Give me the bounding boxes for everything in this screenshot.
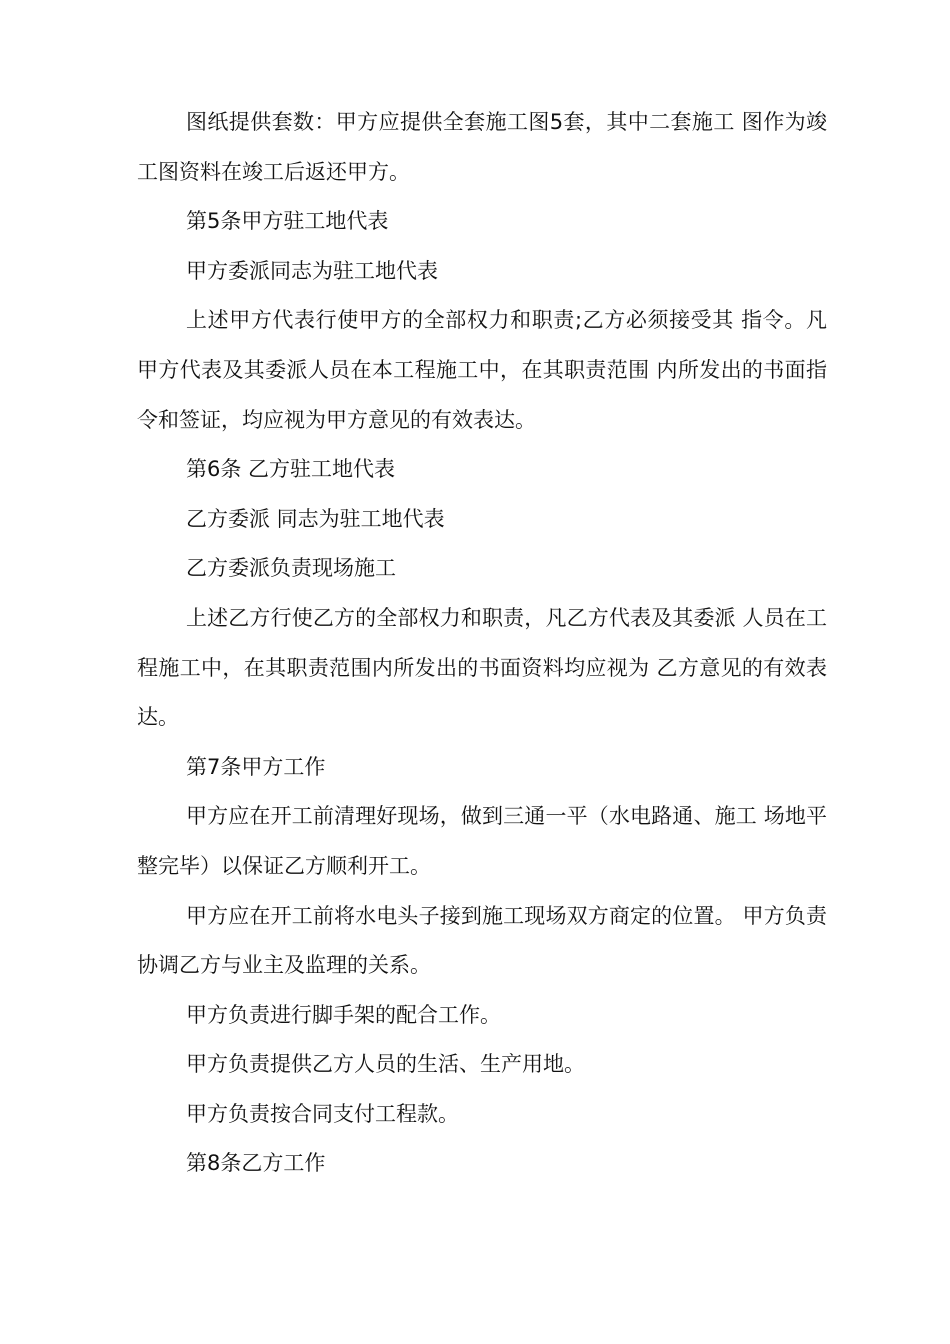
paragraph-drawing-sets: 图纸提供套数：甲方应提供全套施工图5套，其中二套施工 图作为竣工图资料在竣工后返还甲方。 [137, 110, 827, 184]
paragraph-scaffolding: 甲方负责进行脚手架的配合工作。 [186, 1002, 501, 1027]
paragraph-site-clearing: 甲方应在开工前清理好现场，做到三通一平（水电路通、施工 场地平整完毕）以保证乙方顺利开工。 [137, 804, 827, 878]
heading-article-7: 第7条甲方工作 [186, 754, 326, 779]
heading-article-5: 第5条甲方驻工地代表 [186, 209, 389, 234]
paragraph-payment: 甲方负责按合同支付工程款。 [186, 1101, 459, 1126]
paragraph-party-b-site-lead: 乙方委派负责现场施工 [186, 556, 396, 581]
heading-article-8: 第8条乙方工作 [186, 1151, 326, 1176]
paragraph-party-a-authority: 上述甲方代表行使甲方的全部权力和职责;乙方必须接受其 指令。凡甲方代表及其委派人员在本工程施工中，在其职责范围 内所发出的书面指令和签证，均应视为甲方意见的有效表达。 [137, 308, 827, 432]
document-body [137, 98, 827, 1189]
paragraph-party-a-representative: 甲方委派同志为驻工地代表 [186, 258, 438, 283]
paragraph-living-space: 甲方负责提供乙方人员的生活、生产用地。 [186, 1052, 585, 1077]
paragraph-utilities: 甲方应在开工前将水电头子接到施工现场双方商定的位置。 甲方负责协调乙方与业主及监理的关系。 [137, 903, 827, 978]
paragraph-party-b-authority: 上述乙方行使乙方的全部权力和职责，凡乙方代表及其委派 人员在工程施工中，在其职责范围内所发出的书面资料均应视为 乙方意见的有效表达。 [137, 605, 827, 730]
paragraph-party-b-representative: 乙方委派 同志为驻工地代表 [186, 506, 445, 531]
heading-article-6: 第6条 乙方驻工地代表 [186, 457, 396, 482]
